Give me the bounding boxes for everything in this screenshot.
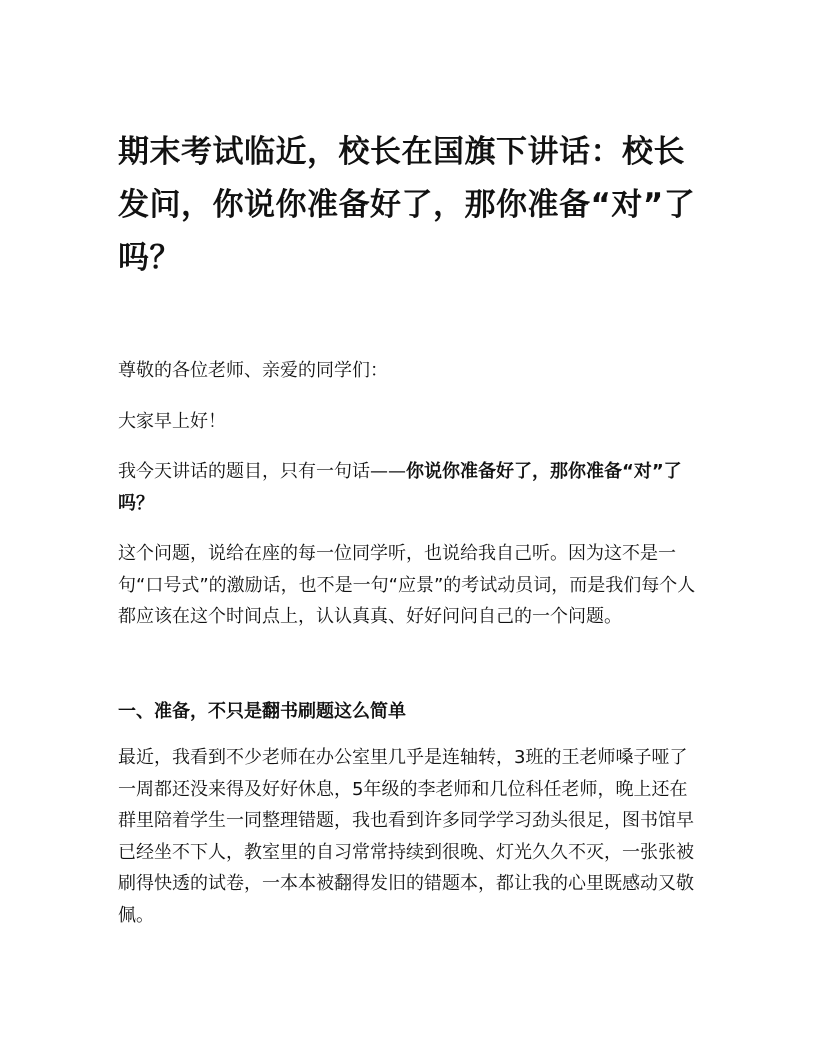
document-title: 期末考试临近，校长在国旗下讲话：校长发问，你说你准备好了，那你准备“对”了吗？	[118, 134, 696, 276]
morning-greeting-paragraph: 大家早上好！	[118, 411, 226, 432]
body-paragraph-2: 最近，我看到不少老师在办公室里几乎是连轴转，3班的王老师嗓子哑了一周都还没来得及好好休息，5年级的李老师和几位科任老师，晚上还在群里陪着学生一同整理错题，我也看到许多同学学习劲头很足，图书馆早已经坐不下人，教室里的自习常常持续到很晚、灯光久久不灭，一张张被刷得快透的试卷，一本本被翻得发旧的错题本，都让我的心里既感动又敬佩。	[118, 747, 694, 926]
topic-paragraph	[118, 456, 698, 519]
body-paragraph-1: 这个问题，说给在座的每一位同学听，也说给我自己听。因为这不是一句“口号式”的激励话，也不是一句“应景”的考试动员词，而是我们每个人都应该在这个时间点上，认认真真、好好问问自己的一个问题。	[118, 543, 696, 627]
topic-question-text: 你说你准备好了，那你准备“对”了吗？	[118, 461, 682, 514]
section-heading-1: 一、准备，不只是翻书刷题这么简单	[118, 701, 406, 722]
topic-intro-text: 我今天讲话的题目，只有一句话——	[118, 461, 406, 482]
greeting-paragraph: 尊敬的各位老师、亲爱的同学们：	[118, 360, 388, 381]
